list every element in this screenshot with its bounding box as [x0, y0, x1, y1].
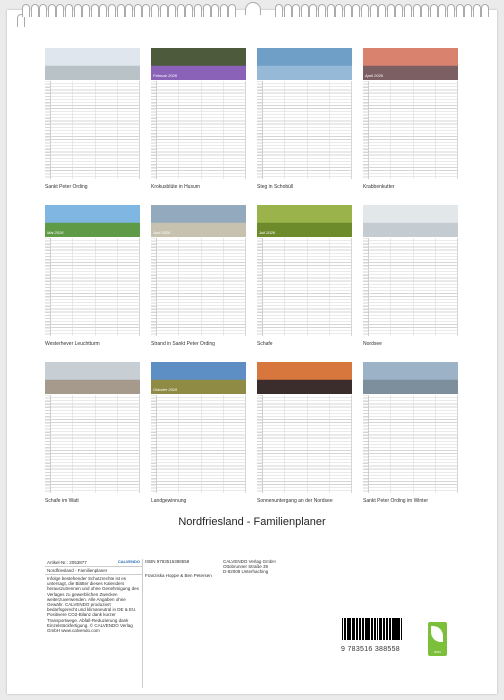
month-caption: Nordsee — [363, 341, 382, 347]
binding-ring — [335, 4, 343, 17]
month-block — [45, 205, 140, 347]
planner-grid — [257, 81, 352, 179]
binding-ring — [344, 4, 352, 17]
month-photo — [257, 362, 352, 394]
leaf-icon — [431, 626, 443, 642]
binding-ring — [318, 4, 326, 17]
month-block — [363, 48, 458, 190]
month-caption: Schafe — [257, 341, 273, 347]
planner-grid — [45, 238, 140, 336]
binding-ring — [160, 4, 168, 17]
binding-ring — [456, 4, 464, 17]
publisher-street: Ottobrunner Straße 39 — [223, 564, 269, 570]
binding-ring — [481, 4, 489, 17]
month-photo — [151, 362, 246, 394]
product-row — [45, 567, 142, 575]
month-caption: Landgewinnung — [151, 498, 187, 504]
month-photo — [45, 362, 140, 394]
product-name: Nordfriesland - Familienplaner — [47, 568, 108, 573]
month-photo — [151, 48, 246, 80]
month-block — [363, 362, 458, 504]
eco-badge — [428, 622, 447, 656]
month-label: April 2026 — [365, 73, 384, 78]
planner-grid — [363, 238, 458, 336]
binding-ring — [211, 4, 219, 17]
binding-ring — [31, 4, 39, 17]
month-block — [45, 362, 140, 504]
month-caption: Sankt Peter Ording im Winter — [363, 498, 429, 504]
month-block — [45, 48, 140, 190]
authors: Franziska Hoppe & Ben Petersen — [145, 573, 212, 578]
binding-ring — [168, 4, 176, 17]
binding-ring — [177, 4, 185, 17]
calendar-title: Nordfriesland - Familienplaner — [178, 516, 326, 528]
month-block — [363, 205, 458, 347]
month-caption: Strand in Sankt Peter Ording — [151, 341, 215, 347]
binding-ring — [203, 4, 211, 17]
planner-grid — [45, 81, 140, 179]
month-block — [151, 48, 246, 190]
planner-grid — [151, 238, 246, 336]
binding-ring — [352, 4, 360, 17]
calvendo-logo: CALVENDO — [117, 559, 140, 564]
binding-ring — [387, 4, 395, 17]
month-label: Februar 2026 — [153, 73, 178, 78]
binding-ring — [91, 4, 99, 17]
month-photo — [45, 205, 140, 237]
binding-ring — [108, 4, 116, 17]
binding-ring — [447, 4, 455, 17]
binding-ring — [142, 4, 150, 17]
hanger-hook — [245, 2, 261, 15]
month-caption: Krokusblüte in Husum — [151, 184, 200, 190]
month-photo — [257, 48, 352, 80]
binding-ring — [464, 4, 472, 17]
isbn: ISBN 9783516388558 — [145, 559, 190, 564]
binding-ring — [220, 4, 228, 17]
month-block — [257, 48, 352, 190]
barcode-number: 9 783516 388558 — [341, 646, 400, 653]
binding-ring — [22, 4, 30, 17]
binding-ring — [65, 4, 73, 17]
month-photo — [45, 48, 140, 80]
month-caption: Krabbenkutter — [363, 184, 395, 190]
binding-ring — [301, 4, 309, 17]
binding-ring — [327, 4, 335, 17]
binding-ring — [82, 4, 90, 17]
binding-ring — [370, 4, 378, 17]
month-label: Mai 2026 — [47, 230, 64, 235]
binding-ring — [309, 4, 317, 17]
imprint-middle-column — [145, 559, 225, 578]
planner-grid — [45, 395, 140, 493]
binding-ring — [228, 4, 236, 17]
legal-notice: Infolge bestehender Schutzrechte ist es untersagt, die Blätter dieses Kalenders herauszutrennen und ohne Genehmigung des Verlages zu gewerblichen Zwecken weiterzuverwenden. Alle Angaben ohne Gewähr. CALVENDO produziert bedarfsgerecht und klimaneutral in DE & EU. Positivere CO2-Bilanz dank kurzer Transportwege. Abfall-Reduzierung dank Einzelstückfertigung. © CALVENDO Verlag GmbH www.calvendo.com — [47, 576, 139, 634]
binding-ring — [194, 4, 202, 17]
planner-grid — [257, 238, 352, 336]
planner-grid — [363, 81, 458, 179]
article-row — [45, 559, 142, 567]
eco-label: eco — [434, 649, 441, 654]
binding-ring — [39, 4, 47, 17]
binding-ring — [413, 4, 421, 17]
publisher-city: D-82008 Unterhaching — [223, 569, 269, 575]
month-photo — [363, 48, 458, 80]
month-block — [151, 362, 246, 504]
binding-ring — [151, 4, 159, 17]
planner-grid — [151, 81, 246, 179]
month-photo — [363, 362, 458, 394]
planner-grid — [257, 395, 352, 493]
binding-ring — [292, 4, 300, 17]
month-caption: Sankt Peter Ording — [45, 184, 88, 190]
binding-ring — [185, 4, 193, 17]
month-caption: Westerhever Leuchtturm — [45, 341, 100, 347]
month-label: Juli 2026 — [259, 230, 276, 235]
binding-ring — [134, 4, 142, 17]
publisher-address — [223, 559, 323, 575]
binding-ring — [395, 4, 403, 17]
month-block — [257, 205, 352, 347]
month-photo — [363, 205, 458, 237]
publisher-name: CALVENDO Verlag GmbH — [223, 559, 276, 564]
binding-ring — [404, 4, 412, 17]
binding-ring — [421, 4, 429, 17]
binding-ring — [430, 4, 438, 17]
binding-ring — [361, 4, 369, 17]
barcode — [342, 618, 419, 646]
binding-ring — [284, 4, 292, 17]
month-photo — [257, 205, 352, 237]
month-label: Oktober 2026 — [153, 387, 178, 392]
article-number: Artikel-Nr.: 2053877 — [47, 560, 87, 565]
planner-grid — [363, 395, 458, 493]
imprint-left-column — [45, 559, 143, 688]
binding-ring — [473, 4, 481, 17]
binding-ring — [48, 4, 56, 17]
binding-ring — [74, 4, 82, 17]
month-block — [151, 205, 246, 347]
month-caption: Schafe im Watt — [45, 498, 79, 504]
binding-ring — [438, 4, 446, 17]
binding-ring — [117, 4, 125, 17]
month-block — [257, 362, 352, 504]
binding-ring — [99, 4, 107, 17]
binding-ring — [125, 4, 133, 17]
month-caption: Sonnenuntergang an der Nordsee — [257, 498, 333, 504]
binding-ring — [56, 4, 64, 17]
planner-grid — [151, 395, 246, 493]
month-label: Juni 2026 — [153, 230, 171, 235]
month-photo — [151, 205, 246, 237]
month-caption: Steg in Schobüll — [257, 184, 294, 190]
binding-ring — [378, 4, 386, 17]
binding-ring — [275, 4, 283, 17]
